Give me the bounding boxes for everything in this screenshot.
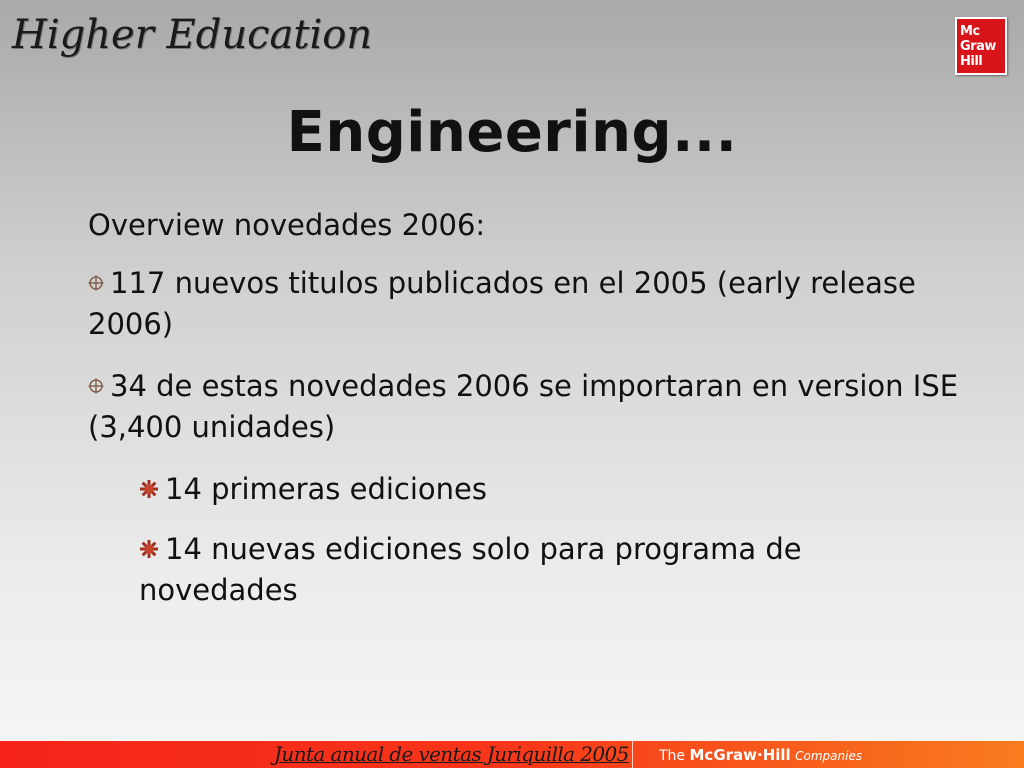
bullet-item (88, 263, 968, 345)
logo-line: Hill (960, 53, 983, 69)
footer-brand-prefix: The (659, 748, 686, 764)
footer-divider (632, 741, 633, 768)
starburst-icon (139, 479, 159, 499)
bullet-text: 14 primeras ediciones (165, 472, 488, 506)
footer-brand-suffix: Companies (795, 749, 863, 763)
footer-brand (659, 746, 862, 765)
bullet-item (88, 366, 968, 448)
bullet-text: 117 nuevos titulos publicados en el 2005 (early release 2006) (88, 266, 916, 341)
crosshair-icon (88, 378, 104, 394)
bullet-text: 14 nuevas ediciones solo para programa de novedades (139, 532, 802, 607)
brand-title: Higher Education (12, 12, 373, 58)
crosshair-icon (88, 275, 104, 291)
logo-line: Graw (960, 38, 996, 54)
bullet-text: 34 de estas novedades 2006 se importaran en version ISE (3,400 unidades) (88, 369, 959, 444)
footer-brand-name: McGraw·Hill (689, 746, 791, 764)
sub-bullet-item (139, 529, 968, 611)
starburst-icon (139, 539, 159, 559)
footer-bar (0, 741, 1024, 768)
footer-event-text: Junta anual de ventas Juriquilla 2005 (274, 742, 629, 766)
slide-title: Engineering... (286, 100, 738, 165)
mcgraw-hill-logo (955, 17, 1007, 75)
slide-content (88, 205, 968, 630)
intro-line: Overview novedades 2006: (88, 208, 486, 242)
logo-line: Mc (960, 23, 980, 39)
sub-bullet-item (139, 469, 968, 510)
